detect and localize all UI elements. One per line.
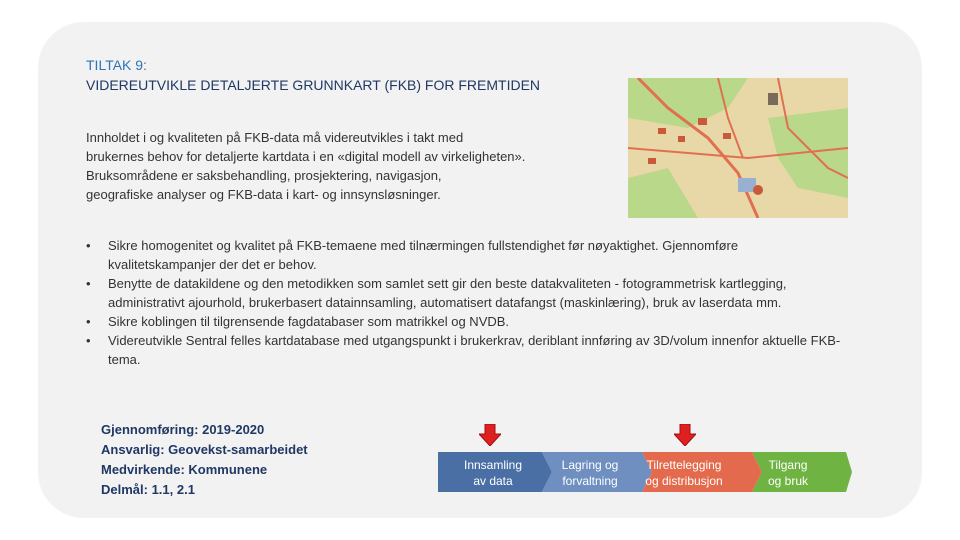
title-line-2: VIDEREUTVIKLE DETALJERTE GRUNNKART (FKB) FOR FREMTIDEN (86, 77, 541, 93)
intro-line: Bruksområdene er saksbehandling, prosjektering, navigasjon, (86, 168, 442, 183)
arrow-down-icon (674, 424, 696, 446)
map-building (723, 133, 731, 139)
subgoals: Delmål: 1.1, 2.1 (101, 482, 195, 497)
process-step-label: Innsamling (463, 458, 523, 472)
process-step-label: Lagring og (561, 458, 619, 472)
map-building (698, 118, 707, 125)
process-step-label: og bruk (767, 474, 809, 488)
arrow-down-icon (479, 424, 501, 446)
process-step-label: Tilrettelegging (646, 458, 722, 472)
process-step-label: forvaltning (562, 474, 618, 488)
project-meta (101, 420, 308, 500)
process-step-label: og distribusjon (645, 474, 723, 488)
map-building (658, 128, 666, 134)
title-line-1: TILTAK 9: (86, 57, 147, 73)
map-marker (753, 185, 763, 195)
implementation-period: Gjennomføring: 2019-2020 (101, 422, 265, 437)
intro-line: brukernes behov for detaljerte kartdata i en «digital modell av virkeligheten». (86, 149, 526, 164)
intro-line: geografiske analyser og FKB-data i kart- og innsynsløsninger. (86, 187, 441, 202)
bullet-item: • Benytte de datakildene og den metodikken som samlet sett gir den beste datakvaliteten - fotogrammetrisk kartlegging, administrativt ajourhold, brukerbasert datainnsamling, automatisert datafangst (maskinlæring), bruk av laserdata mm. (86, 274, 846, 312)
map-building (648, 158, 656, 164)
process-step-label: Tilgang (768, 458, 808, 472)
intro-line: Innholdet i og kvaliteten på FKB-data må videreutvikles i takt med (86, 130, 464, 145)
process-chevron-diagram (438, 452, 852, 492)
intro-paragraph (86, 128, 616, 204)
map-building (768, 93, 778, 105)
bullet-item: • Videreutvikle Sentral felles kartdatabase med utgangspunkt i brukerkrav, deriblant innføring av 3D/volum innenfor aktuelle FKB-tema. (86, 331, 846, 369)
bullet-list (86, 236, 846, 369)
responsible-party: Ansvarlig: Geovekst-samarbeidet (101, 442, 308, 457)
bullet-item: • Sikre koblingen til tilgrensende fagdatabaser som matrikkel og NVDB. (86, 312, 846, 331)
process-step-label: av data (473, 474, 513, 488)
map-image (628, 78, 848, 218)
map-building (678, 136, 685, 142)
bullet-item: • Sikre homogenitet og kvalitet på FKB-temaene med tilnærmingen fullstendighet før nøyaktighet. Gjennomføre kvalitetskampanjer der det er behov. (86, 236, 846, 274)
contributors: Medvirkende: Kommunene (101, 462, 268, 477)
slide-title (86, 55, 540, 95)
